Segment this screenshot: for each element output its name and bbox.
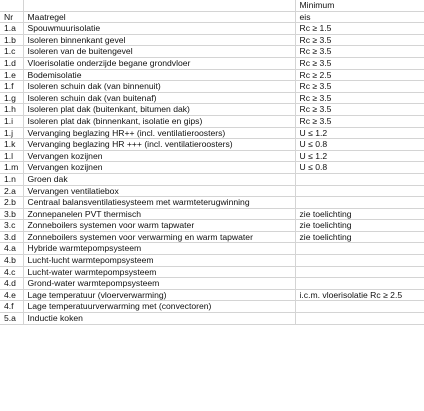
nr-cell: 1.a bbox=[0, 23, 23, 35]
nr-cell: 1.h bbox=[0, 104, 23, 116]
eis-cell: U ≤ 0.8 bbox=[295, 139, 424, 151]
nr-cell: 1.b bbox=[0, 34, 23, 46]
maatregel-cell: Lucht-water warmtepompsysteem bbox=[23, 266, 295, 278]
maatregel-cell: Isoleren plat dak (binnenkant, isolatie en gips) bbox=[23, 115, 295, 127]
maatregel-cell: Vervangen kozijnen bbox=[23, 150, 295, 162]
nr-cell: 4.a bbox=[0, 243, 23, 255]
maatregel-header-cell: Maatregel bbox=[23, 11, 295, 23]
table-row bbox=[0, 162, 424, 174]
nr-cell: 1.f bbox=[0, 81, 23, 93]
table-row bbox=[0, 208, 424, 220]
maatregel-cell: Vervanging beglazing HR +++ (incl. ventilatieroosters) bbox=[23, 139, 295, 151]
maatregel-cell: Vervangen ventilatiebox bbox=[23, 185, 295, 197]
maatregel-cell: Groen dak bbox=[23, 173, 295, 185]
maatregel-cell: Grond-water warmtepompsysteem bbox=[23, 278, 295, 290]
maatregel-cell: Isoleren schuin dak (van buitenaf) bbox=[23, 92, 295, 104]
nr-cell: 1.i bbox=[0, 115, 23, 127]
eis-cell: zie toelichting bbox=[295, 208, 424, 220]
table-row bbox=[0, 243, 424, 255]
nr-cell: 1.k bbox=[0, 139, 23, 151]
header-row-2 bbox=[0, 11, 424, 23]
maatregel-cell: Hybride warmtepompsysteem bbox=[23, 243, 295, 255]
maatregel-cell: Isoleren binnenkant gevel bbox=[23, 34, 295, 46]
maatregel-cell: Zonnepanelen PVT thermisch bbox=[23, 208, 295, 220]
nr-cell: 1.n bbox=[0, 173, 23, 185]
table-row bbox=[0, 46, 424, 58]
table-row bbox=[0, 139, 424, 151]
nr-cell: 3.c bbox=[0, 220, 23, 232]
nr-cell: 4.d bbox=[0, 278, 23, 290]
table-row bbox=[0, 69, 424, 81]
eis-cell: Rc ≥ 3.5 bbox=[295, 57, 424, 69]
eis-cell: U ≤ 0.8 bbox=[295, 162, 424, 174]
table-row bbox=[0, 173, 424, 185]
nr-cell: 1.j bbox=[0, 127, 23, 139]
nr-cell: 1.m bbox=[0, 162, 23, 174]
nr-cell: 4.c bbox=[0, 266, 23, 278]
eis-cell bbox=[295, 173, 424, 185]
maatregel-cell: Lage temperatuur (vloerverwarming) bbox=[23, 289, 295, 301]
minimum-header-cell: Minimum bbox=[295, 0, 424, 11]
table-row bbox=[0, 127, 424, 139]
maatregel-cell: Isoleren van de buitengevel bbox=[23, 46, 295, 58]
maatregel-cell: Spouwmuurisolatie bbox=[23, 23, 295, 35]
nr-cell: 4.e bbox=[0, 289, 23, 301]
table-row bbox=[0, 255, 424, 267]
eis-cell: Rc ≥ 2.5 bbox=[295, 69, 424, 81]
table-row bbox=[0, 301, 424, 313]
eis-cell bbox=[295, 301, 424, 313]
eis-cell: U ≤ 1.2 bbox=[295, 150, 424, 162]
maatregel-cell: Inductie koken bbox=[23, 313, 295, 325]
table-row bbox=[0, 231, 424, 243]
eis-cell bbox=[295, 266, 424, 278]
nr-cell: 1.e bbox=[0, 69, 23, 81]
maatregel-cell: Vloerisolatie onderzijde begane grondvloer bbox=[23, 57, 295, 69]
eis-cell bbox=[295, 243, 424, 255]
eis-cell: Rc ≥ 1.5 bbox=[295, 23, 424, 35]
table-row bbox=[0, 57, 424, 69]
nr-cell: 4.b bbox=[0, 255, 23, 267]
maatregel-cell: Isoleren schuin dak (van binnenuit) bbox=[23, 81, 295, 93]
eis-cell: zie toelichting bbox=[295, 231, 424, 243]
table-row bbox=[0, 104, 424, 116]
maatregel-header-top-cell bbox=[23, 0, 295, 11]
maatregel-cell: Lage temperatuurverwarming met (convectoren) bbox=[23, 301, 295, 313]
eis-cell: Rc ≥ 3.5 bbox=[295, 104, 424, 116]
eis-cell: Rc ≥ 3.5 bbox=[295, 92, 424, 104]
nr-cell: 1.l bbox=[0, 150, 23, 162]
eis-cell bbox=[295, 185, 424, 197]
eis-cell: zie toelichting bbox=[295, 220, 424, 232]
eis-cell bbox=[295, 313, 424, 325]
eis-cell bbox=[295, 197, 424, 209]
table-row bbox=[0, 92, 424, 104]
table-row bbox=[0, 289, 424, 301]
eis-cell: U ≤ 1.2 bbox=[295, 127, 424, 139]
header-row-1 bbox=[0, 0, 424, 11]
eis-cell: Rc ≥ 3.5 bbox=[295, 46, 424, 58]
maatregel-cell: Lucht-lucht warmtepompsysteem bbox=[23, 255, 295, 267]
nr-cell: 5.a bbox=[0, 313, 23, 325]
nr-header-cell: Nr bbox=[0, 11, 23, 23]
maatregel-cell: Vervanging beglazing HR++ (incl. ventilatieroosters) bbox=[23, 127, 295, 139]
nr-cell: 4.f bbox=[0, 301, 23, 313]
table-row bbox=[0, 197, 424, 209]
nr-cell: 2.a bbox=[0, 185, 23, 197]
nr-cell: 1.c bbox=[0, 46, 23, 58]
eis-header-cell: eis bbox=[295, 11, 424, 23]
table-row bbox=[0, 313, 424, 325]
nr-header-top-cell bbox=[0, 0, 23, 11]
maatregel-cell: Zonneboilers systemen voor warm tapwater bbox=[23, 220, 295, 232]
eis-cell bbox=[295, 278, 424, 290]
nr-cell: 3.d bbox=[0, 231, 23, 243]
maatregel-cell: Vervangen kozijnen bbox=[23, 162, 295, 174]
nr-cell: 1.g bbox=[0, 92, 23, 104]
eis-cell: Rc ≥ 3.5 bbox=[295, 81, 424, 93]
table-row bbox=[0, 115, 424, 127]
maatregel-cell: Isoleren plat dak (buitenkant, bitumen dak) bbox=[23, 104, 295, 116]
table-row bbox=[0, 23, 424, 35]
table-row bbox=[0, 81, 424, 93]
table-row bbox=[0, 185, 424, 197]
table-row bbox=[0, 150, 424, 162]
nr-cell: 2.b bbox=[0, 197, 23, 209]
table-row bbox=[0, 220, 424, 232]
maatregel-cell: Bodemisolatie bbox=[23, 69, 295, 81]
nr-cell: 1.d bbox=[0, 57, 23, 69]
eis-cell bbox=[295, 255, 424, 267]
maatregel-cell: Centraal balansventilatiesysteem met warmteterugwinning bbox=[23, 197, 295, 209]
table-row bbox=[0, 34, 424, 46]
table-row bbox=[0, 266, 424, 278]
eis-cell: Rc ≥ 3.5 bbox=[295, 34, 424, 46]
table-row bbox=[0, 278, 424, 290]
nr-cell: 3.b bbox=[0, 208, 23, 220]
maatregel-cell: Zonneboilers systemen voor verwarming en warm tapwater bbox=[23, 231, 295, 243]
eis-cell: Rc ≥ 3.5 bbox=[295, 115, 424, 127]
eis-cell: i.c.m. vloerisolatie Rc ≥ 2.5 bbox=[295, 289, 424, 301]
